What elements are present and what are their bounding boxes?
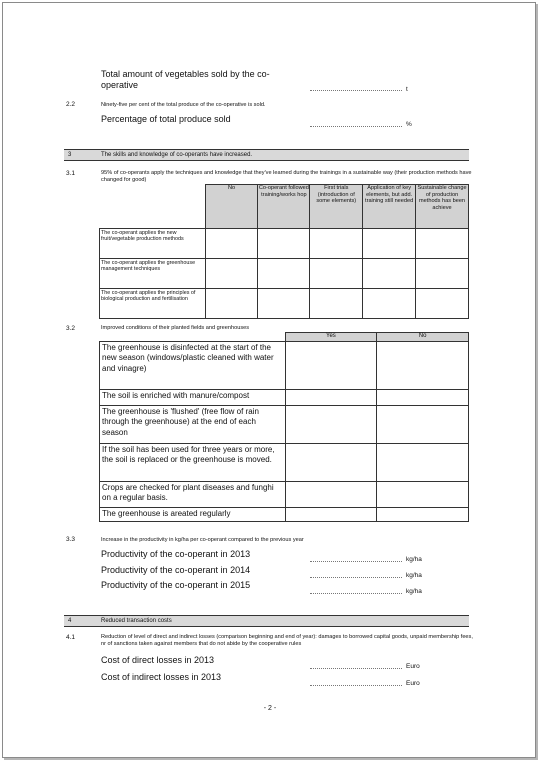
table-corner: [100, 185, 206, 229]
table-cell[interactable]: [416, 229, 469, 259]
direct-losses-label: Cost of direct losses in 2013: [101, 655, 215, 665]
section-4-number: 4: [68, 618, 72, 624]
table-cell[interactable]: [310, 229, 363, 259]
item-3-2-text: Improved conditions of their planted fields and greenhouses: [101, 325, 250, 331]
table-cell[interactable]: [377, 390, 469, 406]
table-cell[interactable]: [285, 508, 377, 522]
item-3-3-text: Increase in the productivity in kg/ha per co-operant compared to the previous year: [101, 537, 304, 543]
table-cell[interactable]: [285, 406, 377, 444]
table-cell[interactable]: [310, 259, 363, 289]
direct-losses-unit: Euro: [406, 663, 420, 670]
productivity-2015-label: Productivity of the co-operant in 2015: [101, 580, 251, 590]
table-row: [100, 342, 469, 390]
table-cell[interactable]: [205, 229, 258, 259]
table-row: [100, 390, 469, 406]
indirect-losses-label: Cost of indirect losses in 2013: [101, 672, 222, 682]
table-cell[interactable]: [285, 390, 377, 406]
training-adoption-table: [99, 184, 469, 319]
productivity-2014-unit: kg/ha: [406, 572, 422, 579]
item-number-2-2: 2.2: [66, 101, 76, 108]
table-cell[interactable]: [285, 482, 377, 508]
row-label: The co-operant applies the greenhouse management techniques: [100, 259, 206, 289]
direct-losses-field[interactable]: [310, 668, 402, 669]
item-4-1-text: Reduction of level of direct and indirect losses (comparison beginning and end of year): damages to borrowed capital goods, unpaid membership fees, nr of sanctions taken against members that do not abide by the cooperative rules: [101, 634, 473, 647]
section-3-number: 3: [68, 152, 72, 158]
row-label: The greenhouse is 'flushed' (free flow of rain through the greenhouse) at the end of each season: [100, 406, 286, 444]
col-header-yes: Yes: [285, 333, 377, 342]
table-cell[interactable]: [205, 289, 258, 319]
col-header-no: No: [205, 185, 258, 229]
row-label: The greenhouse is disinfected at the start of the new season (windows/plastic cleaned with water and vinagre): [100, 342, 286, 390]
percentage-field[interactable]: [310, 126, 402, 127]
row-label: The co-operant applies the new fruit/vegetable production methods: [100, 229, 206, 259]
table-cell[interactable]: [285, 342, 377, 390]
table-cell[interactable]: [285, 444, 377, 482]
total-vegetables-unit: t: [406, 86, 408, 93]
table-cell[interactable]: [377, 406, 469, 444]
col-header-followed-training: Co-operant followed training/works hop: [258, 185, 310, 229]
section-4-bar: [64, 615, 469, 627]
table-cell[interactable]: [377, 342, 469, 390]
item-number-3-1: 3.1: [66, 170, 76, 177]
col-header-application-key-elements: Application of key elements, but add. training still needed: [363, 185, 416, 229]
row-label: The greenhouse is areated regularly: [100, 508, 286, 522]
table-cell[interactable]: [377, 444, 469, 482]
table-cell[interactable]: [363, 259, 416, 289]
table-corner: [100, 333, 286, 342]
field-conditions-table: [99, 332, 469, 522]
row-label: Crops are checked for plant diseases and funghi on a regular basis.: [100, 482, 286, 508]
table-row: [100, 508, 469, 522]
table-cell[interactable]: [258, 289, 310, 319]
table-row: [100, 406, 469, 444]
percentage-label: Percentage of total produce sold: [101, 114, 231, 124]
productivity-2015-unit: kg/ha: [406, 588, 422, 595]
total-vegetables-field[interactable]: [310, 90, 402, 91]
page-number: - 2 -: [263, 705, 277, 712]
col-header-sustainable-change: Sustainable change of production methods has been achieve: [416, 185, 469, 229]
table-row: [100, 482, 469, 508]
row-label: The co-operant applies the principles of biological production and fertilisation: [100, 289, 206, 319]
item-number-4-1: 4.1: [66, 634, 76, 641]
productivity-2014-field[interactable]: [310, 577, 402, 578]
table-row: [100, 229, 469, 259]
col-header-first-trials: First trials (introduction of some elements): [310, 185, 363, 229]
item-number-3-2: 3.2: [66, 325, 76, 332]
item-2-2-text: Ninety-five per cent of the total produce of the co-operative is sold.: [101, 102, 266, 108]
productivity-2013-field[interactable]: [310, 561, 402, 562]
table-cell[interactable]: [258, 229, 310, 259]
productivity-2015-field[interactable]: [310, 593, 402, 594]
table-cell[interactable]: [416, 259, 469, 289]
section-4-title: Reduced transaction costs: [101, 618, 172, 624]
indirect-losses-field[interactable]: [310, 685, 402, 686]
table-row: [100, 259, 469, 289]
table-row: [100, 444, 469, 482]
section-3-title: The skills and knowledge of co-operants have increased.: [101, 152, 253, 158]
table-cell[interactable]: [363, 289, 416, 319]
table-cell[interactable]: [377, 508, 469, 522]
table-cell[interactable]: [205, 259, 258, 289]
table-cell[interactable]: [258, 259, 310, 289]
productivity-2014-label: Productivity of the co-operant in 2014: [101, 565, 251, 575]
percentage-unit: %: [406, 121, 412, 128]
row-label: The soil is enriched with manure/compost: [100, 390, 286, 406]
table-cell[interactable]: [310, 289, 363, 319]
indirect-losses-unit: Euro: [406, 680, 420, 687]
item-3-1-text: 95% of co-operants apply the techniques and knowledge that they've learned during the trainings in a sustainable way (their production methods have changed for good): [101, 170, 472, 183]
row-label: If the soil has been used for three years or more, the soil is replaced or the greenhouse is moved.: [100, 444, 286, 482]
col-header-no: No: [377, 333, 469, 342]
section-3-bar: [64, 149, 469, 161]
table-cell[interactable]: [416, 289, 469, 319]
productivity-2013-unit: kg/ha: [406, 556, 422, 563]
total-vegetables-label: Total amount of vegetables sold by the co-operative: [101, 69, 270, 90]
productivity-2013-label: Productivity of the co-operant in 2013: [101, 549, 251, 559]
item-number-3-3: 3.3: [66, 536, 76, 543]
table-row: [100, 289, 469, 319]
table-cell[interactable]: [363, 229, 416, 259]
table-cell[interactable]: [377, 482, 469, 508]
